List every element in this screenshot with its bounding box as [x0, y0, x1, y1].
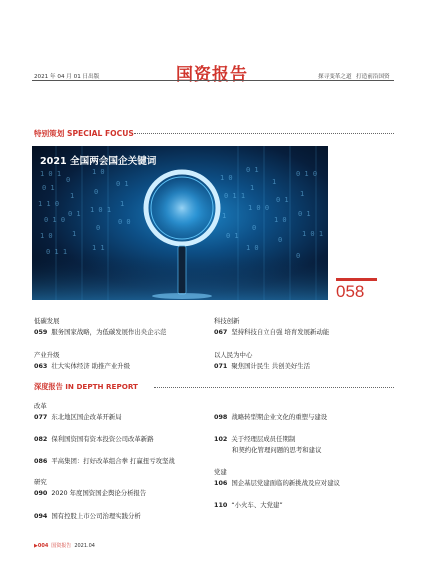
- depth-category-research: 研究: [34, 478, 47, 486]
- depth-category-party: 党建: [214, 468, 227, 476]
- entry-text: 国企基层党建面临的新挑战及应对建议: [231, 479, 340, 487]
- depth-entry[interactable]: [214, 434, 295, 443]
- svg-text:1 0: 1 0: [274, 216, 287, 224]
- svg-text:0 1: 0 1: [116, 180, 129, 188]
- svg-text:0 1 1: 0 1 1: [46, 248, 68, 256]
- focus-category-lowcarbon: 低碳发展: [34, 317, 60, 325]
- svg-text:0 1: 0 1: [246, 166, 259, 174]
- binary-code-magnifier-icon: [32, 146, 328, 300]
- svg-text:0 0: 0 0: [118, 218, 131, 226]
- svg-text:1 1: 1 1: [92, 244, 105, 252]
- entry-page: 094: [34, 512, 48, 520]
- entry-text: 东北地区国企改革开新局: [51, 413, 122, 421]
- svg-text:0 1 1: 0 1 1: [224, 192, 246, 200]
- footer-page-number: 004: [37, 543, 49, 549]
- header-slogan-1: 探寻变革之道: [318, 74, 352, 80]
- entry-page: 102: [214, 435, 228, 443]
- svg-text:0: 0: [278, 236, 283, 244]
- in-depth-dotline: [154, 387, 394, 388]
- focus-category-industry: 产业升级: [34, 351, 60, 359]
- entry-text: 壮大实体经济 助推产业升级: [51, 362, 131, 370]
- page-number-bar: [336, 278, 377, 281]
- footer-magazine: 国资报告: [51, 543, 72, 549]
- depth-entry[interactable]: [34, 412, 122, 421]
- page-footer: [34, 542, 95, 549]
- focus-entry[interactable]: [214, 327, 329, 336]
- focus-category-tech: 科技创新: [214, 317, 240, 325]
- footer-issue: 2021.04: [74, 543, 95, 549]
- svg-text:1: 1: [250, 184, 255, 192]
- entry-text: 国有控股上市公司治理实践分析: [51, 512, 141, 520]
- svg-text:0 1 0: 0 1 0: [44, 216, 66, 224]
- svg-text:1 0 1: 1 0 1: [40, 170, 62, 178]
- entry-page: 110: [214, 501, 228, 509]
- special-focus-page-number: 058: [336, 282, 365, 301]
- svg-text:0 1: 0 1: [68, 210, 81, 218]
- entry-page: 106: [214, 479, 228, 487]
- masthead-title: 国资报告: [176, 65, 248, 85]
- svg-text:1 0: 1 0: [220, 174, 233, 182]
- depth-entry[interactable]: [34, 456, 175, 465]
- header-slogan-2: 打造前沿国资: [356, 74, 390, 80]
- svg-text:0 1: 0 1: [298, 210, 311, 218]
- publish-date: 2021 年 04 月 01 日出版: [34, 74, 100, 80]
- special-focus-title: 特别策划 SPECIAL FOCUS: [34, 129, 134, 138]
- entry-page: 063: [34, 362, 48, 370]
- svg-text:1: 1: [300, 190, 305, 198]
- svg-text:1 0 0: 1 0 0: [248, 204, 270, 212]
- triangle-icon: ▶: [34, 543, 38, 549]
- depth-category-reform: 改革: [34, 402, 47, 410]
- entry-page: 067: [214, 328, 228, 336]
- svg-text:0 1: 0 1: [276, 196, 289, 204]
- svg-text:0 1 0: 0 1 0: [296, 170, 318, 178]
- depth-entry[interactable]: [214, 478, 340, 487]
- depth-entry-continuation: 和契约化管理问题的思考和建议: [232, 446, 322, 454]
- svg-text:1 0 1: 1 0 1: [302, 230, 324, 238]
- svg-text:0 1: 0 1: [226, 232, 239, 240]
- entry-page: 086: [34, 457, 48, 465]
- entry-text: 保利国资国有资本投资公司改革新路: [51, 435, 154, 443]
- svg-text:1 0 1: 1 0 1: [90, 206, 112, 214]
- depth-entry[interactable]: [34, 488, 146, 497]
- svg-text:0: 0: [94, 188, 99, 196]
- entry-text: 服务国家战略，为低碳发展作出央企示范: [51, 328, 167, 336]
- entry-text: “小火车、大党建”: [231, 501, 283, 509]
- entry-page: 077: [34, 413, 48, 421]
- entry-text: 坚持科技自立自强 培育发展新动能: [231, 328, 330, 336]
- hero-title: 2021 全国两会国企关键词: [40, 156, 157, 167]
- svg-text:0: 0: [96, 224, 101, 232]
- entry-page: 098: [214, 413, 228, 421]
- focus-entry[interactable]: [34, 327, 166, 336]
- svg-text:1 0: 1 0: [40, 232, 53, 240]
- header-rule: [32, 80, 394, 81]
- depth-entry[interactable]: [214, 412, 327, 421]
- entry-page: 071: [214, 362, 228, 370]
- entry-page: 059: [34, 328, 48, 336]
- svg-text:1: 1: [70, 192, 75, 200]
- svg-text:1 0: 1 0: [246, 244, 259, 252]
- entry-text: 战略转型期企业文化的重塑与建设: [231, 413, 328, 421]
- entry-text: 2020 年度国资国企舆论分析报告: [51, 489, 147, 497]
- svg-text:0 1: 0 1: [42, 184, 55, 192]
- in-depth-title: 深度报告 IN DEPTH REPORT: [34, 382, 138, 391]
- focus-entry[interactable]: [34, 361, 130, 370]
- depth-entry[interactable]: [214, 500, 283, 509]
- entry-text: 关于经理层成员任期制: [231, 435, 296, 443]
- svg-text:1: 1: [272, 178, 277, 186]
- special-focus-dotline: [134, 133, 394, 134]
- depth-entry[interactable]: [34, 511, 141, 520]
- svg-text:0: 0: [66, 176, 71, 184]
- svg-text:1 0: 1 0: [92, 168, 105, 176]
- entry-text: 聚焦国计民生 共创美好生活: [231, 362, 311, 370]
- hero-image: [32, 146, 328, 300]
- svg-text:1: 1: [72, 230, 77, 238]
- svg-text:1 1 0: 1 1 0: [38, 200, 60, 208]
- entry-text: 平高集团：打好改革组合拳 打赢扭亏攻坚战: [51, 457, 175, 465]
- svg-text:1: 1: [222, 212, 227, 220]
- entry-page: 090: [34, 489, 48, 497]
- focus-entry[interactable]: [214, 361, 310, 370]
- svg-text:1: 1: [120, 200, 125, 208]
- svg-text:0: 0: [252, 224, 257, 232]
- entry-page: 082: [34, 435, 48, 443]
- focus-category-people: 以人民为中心: [214, 351, 253, 359]
- depth-entry[interactable]: [34, 434, 154, 443]
